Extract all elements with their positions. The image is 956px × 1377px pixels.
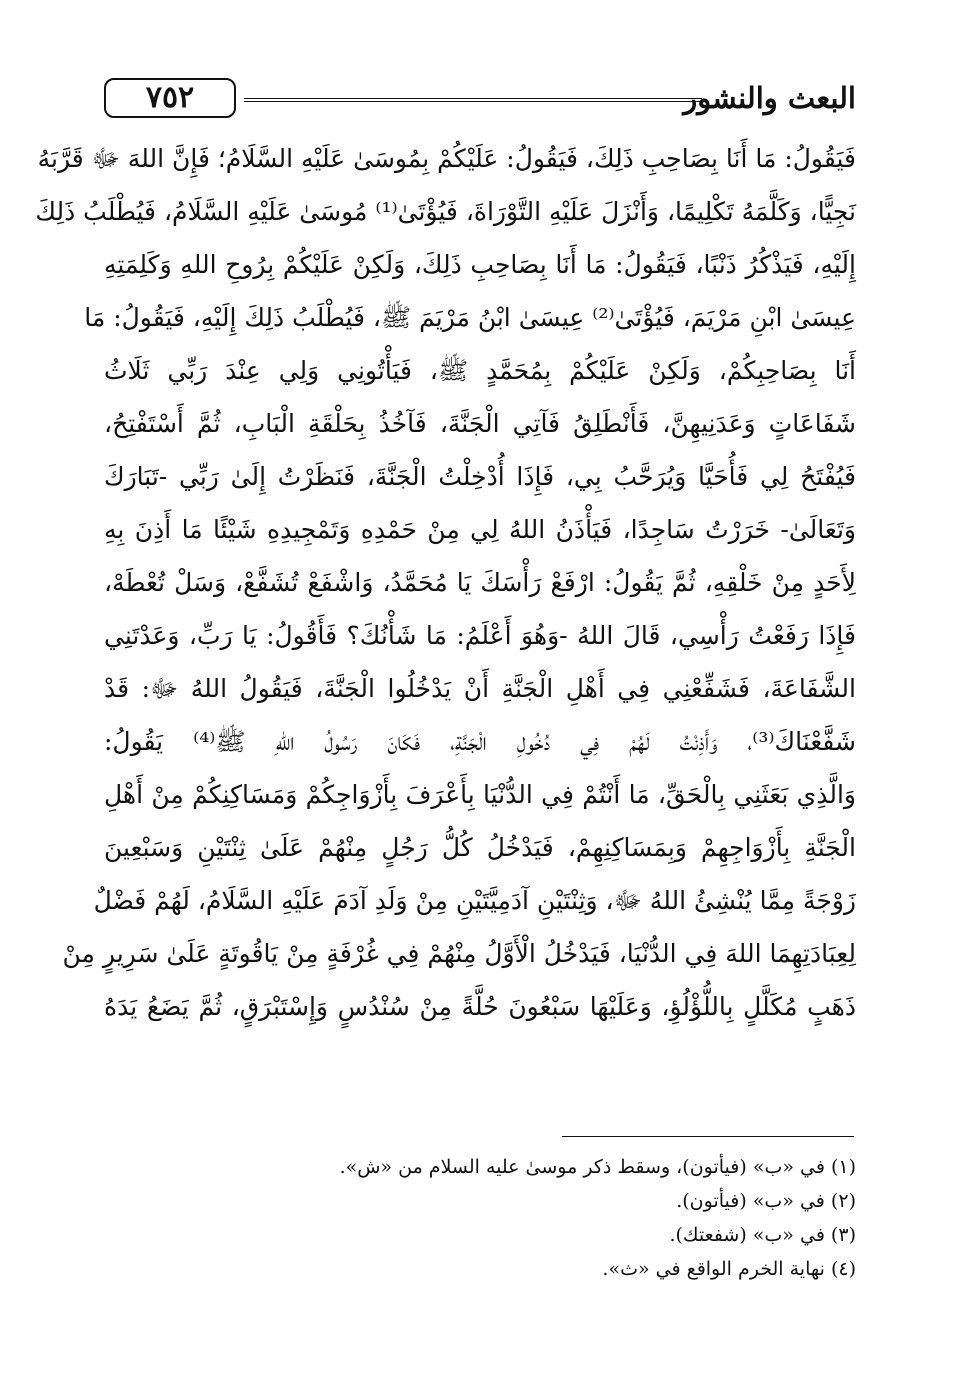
text-line: الْجَنَّةِ بِأَزْوَاجِهِمْ وَبِمَسَاكِنِهِمْ، فَيَدْخُلُ كُلُّ رَجُلٍ مِنْهُمْ عَلَىٰ ثِنْتَيْنِ وَسَبْعِينَ (104, 833, 856, 862)
text-line: أَنَا بِصَاحِبِكُمْ، وَلَكِنْ عَلَيْكُمْ بِمُحَمَّدٍ ﷺ، فَيَأْتُونِي وَلِي عِنْدَ رَبِّي ثَلَاثُ (104, 356, 856, 385)
footnote-separator (562, 1136, 854, 1137)
text-line: زَوْجَةً مِمَّا يُنْشِئُ اللهُ ﷻ، وَثِنْتَيْنِ آدَمِيَّتَيْنِ مِنْ وَلَدِ آدَمَ عَلَيْهِ السَّلَامُ، لَهُمْ فَضْلٌ (93, 886, 856, 915)
text-line: عِيسَىٰ ابْنِ مَرْيَمَ، فَيُؤْتَىٰ⁽²⁾ عِيسَىٰ ابْنُ مَرْيَمَ ﷺ، فَيُطْلَبُ ذَلِكَ إِلَيْهِ، فَيَقُولُ: مَا (84, 303, 856, 332)
text-line: الشَّفَاعَةَ، فَشَفِّعْنِي فِي أَهْلِ الْجَنَّةِ أَنْ يَدْخُلُوا الْجَنَّةَ، فَيَقُولُ اللهُ ﷻ: قَدْ (104, 674, 856, 703)
text-line: فَيُفْتَحُ لِي فَأُحَيَّا وَيُرَحَّبُ بِي، فَإِذَا أُدْخِلْتُ الْجَنَّةَ، فَنَظَرْتُ إِلَىٰ رَبِّي -تَبَارَكَ (104, 462, 856, 491)
page-number-box (104, 78, 236, 118)
text-line: وَتَعَالَىٰ- خَرَرْتُ سَاجِدًا، فَيَأْذَنُ اللهُ لِي مِنْ حَمْدِهِ وَتَمْجِيدِهِ شَيْئًا مَا أَذِنَ بِهِ (104, 515, 856, 544)
text-line: لِأَحَدٍ مِنْ خَلْقِهِ، ثُمَّ يَقُولُ: ارْفَعْ رَأْسَكَ يَا مُحَمَّدُ، وَاشْفَعْ تُشَفَّعْ، وَسَلْ تُعْطَهْ، (104, 568, 856, 597)
text-line: شَفَّعْنَاكَ⁽³⁾، وَأَذِنْتُ لَهُمْ فِي دُخُولِ الْجَنَّةِ، فَكَانَ رَسُولُ اللهِ ﷺ⁽⁴⁾ يَقُولُ: (104, 727, 856, 756)
header-rule (244, 98, 702, 102)
text-line: إِلَيْهِ، فَيَذْكُرُ ذَنْبًا، فَيَقُولُ: مَا أَنَا بِصَاحِبِ ذَلِكَ، وَلَكِنْ عَلَيْكُمْ بِرُوحِ اللهِ وَكَلِمَتِهِ (104, 250, 856, 279)
text-line: نَجِيًّا، وَكَلَّمَهُ تَكْلِيمًا، وَأَنْزَلَ عَلَيْهِ التَّوْرَاةَ، فَيُؤْتَىٰ⁽¹⁾ مُوسَىٰ عَلَيْهِ السَّلَامُ، فَيُطْلَبُ ذَلِكَ (35, 197, 856, 226)
footnote: (٤) نهاية الخرم الواقع في «ث». (602, 1258, 856, 1280)
footnotes (104, 1150, 856, 1286)
footnote: (٢) في «ب» (فيأتون). (676, 1190, 856, 1212)
text-line: شَفَاعَاتٍ وَعَدَنِيهِنَّ، فَأَنْطَلِقُ فَآتِي الْجَنَّةَ، فَآخُذُ بِحَلْقَةِ الْبَابِ، ثُمَّ أَسْتَفْتِحُ، (104, 409, 856, 438)
running-title: البعث والنشور (683, 81, 856, 115)
running-header (104, 78, 856, 126)
text-line: فَيَقُولُ: مَا أَنَا بِصَاحِبِ ذَلِكَ، فَيَقُولُ: عَلَيْكُمْ بِمُوسَىٰ عَلَيْهِ السَّلَامُ؛ فَإِنَّ اللهَ ﷻ قَرَّبَهُ (37, 144, 856, 173)
footnote: (١) في «ب» (فيأتون)، وسقط ذكر موسىٰ عليه السلام من «ش». (339, 1156, 856, 1178)
text-line: فَإِذَا رَفَعْتُ رَأْسِي، قَالَ اللهُ -وَهُوَ أَعْلَمُ: مَا شَأْنُكَ؟ فَأَقُولُ: يَا رَبِّ، وَعَدْتَنِي (104, 621, 856, 650)
page-number: ٧٥٢ (145, 80, 195, 115)
text-line: ذَهَبٍ مُكَلَّلٍ بِاللُّؤْلُؤِ، وَعَلَيْهَا سَبْعُونَ حُلَّةً مِنْ سُنْدُسٍ وَإِسْتَبْرَقٍ، ثُمَّ يَضَعُ يَدَهُ (104, 992, 856, 1021)
footnote: (٣) في «ب» (شفعتك). (669, 1224, 856, 1246)
text-line: وَالَّذِي بَعَثَنِي بِالْحَقِّ، مَا أَنْتُمْ فِي الدُّنْيَا بِأَعْرَفَ بِأَزْوَاجِكُمْ وَمَسَاكِنِكُمْ مِنْ أَهْلِ (104, 780, 856, 809)
text-line: لِعِبَادَتِهِمَا اللهَ فِي الدُّنْيَا، فَيَدْخُلُ الْأَوَّلُ مِنْهُمْ فِي غُرْفَةٍ مِنْ يَاقُوتَةٍ عَلَىٰ سَرِيرٍ مِنْ (62, 939, 856, 968)
main-text (35, 132, 856, 1033)
